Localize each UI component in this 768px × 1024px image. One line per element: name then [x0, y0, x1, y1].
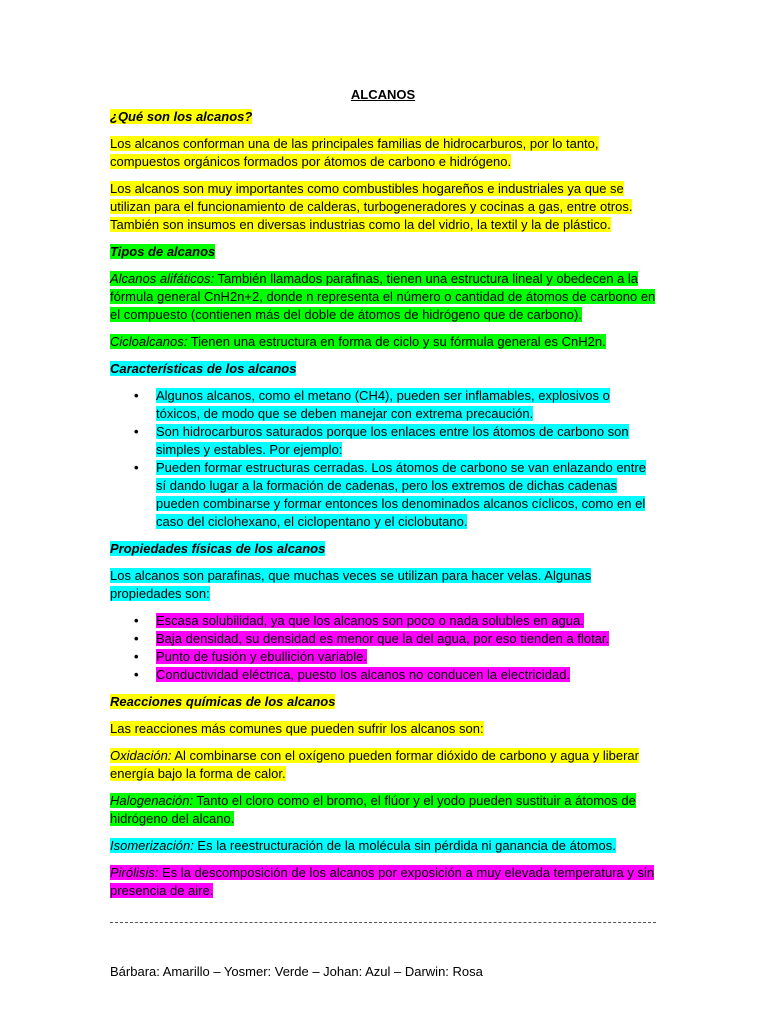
- term-cicloalcanos: Cicloalcanos:: [110, 334, 188, 349]
- text-alifaticos: También llamados parafinas, tienen una estructura lineal y obedecen a la fórmula general CnH2n+2, donde n representa el número o cantidad de átomos de carbono en el compuesto (contienen más del doble de átomos de hidrógeno que de carbono).: [110, 271, 656, 322]
- text-isomerizacion: Es la reestructuración de la molécula sin pérdida ni ganancia de átomos.: [193, 838, 616, 853]
- paragraph-oxidacion: [110, 747, 656, 783]
- heading-que-son: ¿Qué son los alcanos?: [110, 109, 253, 124]
- document-body: [110, 86, 656, 909]
- term-isomerizacion: Isomerización:: [110, 838, 194, 853]
- list-item: [156, 666, 656, 684]
- list-item-text: Algunos alcanos, como el metano (CH4), pueden ser inflamables, explosivos o tóxicos, de modo que se deben manejar con extrema precaución.: [156, 388, 610, 421]
- heading-caracteristicas: Características de los alcanos: [110, 361, 297, 376]
- paragraph-cicloalcanos: [110, 333, 656, 351]
- list-item-text: Pueden formar estructuras cerradas. Los átomos de carbono se van enlazando entre sí dando lugar a la formación de cadenas, pero los extremos de dichas cadenas pueden combinarse y formar entonces los denominados alcanos cíclicos, como en el caso del ciclohexano, el ciclopentano y el ciclobutano.: [156, 460, 646, 529]
- dashed-divider: [110, 922, 656, 923]
- text-oxidacion: Al combinarse con el oxígeno pueden formar dióxido de carbono y agua y liberar energía bajo la forma de calor.: [110, 748, 639, 781]
- footer-legend: Bárbara: Amarillo – Yosmer: Verde – Johan: Azul – Darwin: Rosa: [110, 964, 483, 979]
- heading-propiedades: Propiedades físicas de los alcanos: [110, 541, 326, 556]
- heading-reacciones: Reacciones químicas de los alcanos: [110, 694, 336, 709]
- term-halogenacion: Halogenación:: [110, 793, 194, 808]
- paragraph-propiedades-intro: Los alcanos son parafinas, que muchas veces se utilizan para hacer velas. Algunas propiedades son:: [110, 568, 592, 601]
- text-cicloalcanos: Tienen una estructura en forma de ciclo y su fórmula general es CnH2n.: [187, 334, 606, 349]
- paragraph-halogenacion: [110, 792, 656, 828]
- list-item: [156, 423, 656, 459]
- list-item-text: Punto de fusión y ebullición variable.: [156, 649, 368, 664]
- list-item: [156, 648, 656, 666]
- term-alifaticos: Alcanos alifáticos:: [110, 271, 215, 286]
- list-item: [156, 459, 656, 531]
- document-title: ALCANOS: [350, 87, 416, 102]
- list-item-text: Escasa solubilidad, ya que los alcanos son poco o nada solubles en agua.: [156, 613, 584, 628]
- list-item: [156, 630, 656, 648]
- text-pirolisis: Es la descomposición de los alcanos por exposición a muy elevada temperatura y sin presencia de aire.: [110, 865, 655, 898]
- term-oxidacion: Oxidación:: [110, 748, 172, 763]
- paragraph-isomerizacion: [110, 837, 656, 855]
- heading-tipos: Tipos de alcanos: [110, 244, 216, 259]
- list-caracteristicas: [110, 387, 656, 531]
- list-item-text: Baja densidad, su densidad es menor que la del agua, por eso tienden a flotar.: [156, 631, 610, 646]
- list-propiedades: [110, 612, 656, 684]
- term-pirolisis: Pirólisis:: [110, 865, 159, 880]
- paragraph-reacciones-intro: Las reacciones más comunes que pueden sufrir los alcanos son:: [110, 721, 484, 736]
- list-item: [156, 387, 656, 423]
- list-item-text: Conductividad eléctrica, puesto los alcanos no conducen la electricidad.: [156, 667, 571, 682]
- text-halogenacion: Tanto el cloro como el bromo, el flúor y el yodo pueden sustituir a átomos de hidrógeno del alcano.: [110, 793, 636, 826]
- paragraph-uses: Los alcanos son muy importantes como combustibles hogareños e industriales ya que se utilizan para el funcionamiento de calderas, turbogeneradores y cocinas a gas, entre otros. También son insumos en diversas industrias como la del vidrio, la textil y la de plástico.: [110, 181, 633, 232]
- list-item-text: Son hidrocarburos saturados porque los enlaces entre los átomos de carbono son simples y estables. Por ejemplo:: [156, 424, 629, 457]
- paragraph-pirolisis: [110, 864, 656, 900]
- paragraph-alifaticos: [110, 270, 656, 324]
- paragraph-definition: Los alcanos conforman una de las principales familias de hidrocarburos, por lo tanto, compuestos orgánicos formados por átomos de carbono e hidrógeno.: [110, 136, 599, 169]
- list-item: [156, 612, 656, 630]
